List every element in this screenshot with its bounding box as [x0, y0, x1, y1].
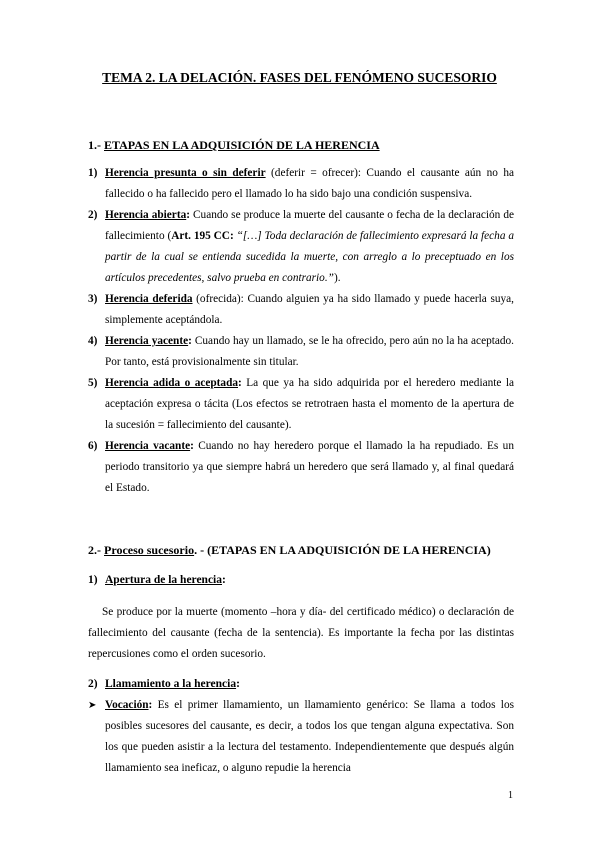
term: Herencia abierta	[105, 209, 187, 221]
vocacion-bullet: ➤ Vocación: Es el primer llamamiento, un llamamiento genérico: Se llama a todos los posibles sucesores del causante, es decir, a todos los que tengan alguna expectativa. Son los que pueden asistir a la lectura del testamento. Independientemente que después algún llamamiento sea ineficaz, o alguno repudie la herencia	[88, 695, 514, 779]
list-item: 1) Herencia presunta o sin deferir (deferir = ofrecer): Cuando el causante aún no ha fallecido o ha fallecido pero el llamado lo ha sido bajo una condición suspensiva.	[88, 167, 515, 200]
term: Vocación	[105, 699, 149, 711]
term: Herencia deferida	[105, 293, 193, 305]
arrow-bullet-icon: ➤	[88, 700, 97, 711]
article-quote: “[…] Toda declaración de fallecimiento expresará la fecha a partir de la cual se entienda sucedida la muerte, con arreglo a lo preceptuado en los artículos precedentes, salvo prueba en contrario.”	[105, 230, 514, 284]
list-item: 6) Herencia vacante: Cuando no hay heredero porque el llamado la ha repudiado. Es un periodo transitorio ya que siempre habrá un heredero que será llamado y, al final quedará el Estado.	[88, 440, 514, 494]
term: Herencia adida o aceptada	[105, 377, 238, 389]
page-title: TEMA 2. LA DELACIÓN. FASES DEL FENÓMENO SUCESORIO	[102, 70, 497, 85]
list-item: 4) Herencia yacente: Cuando hay un llamado, se le ha ofrecido, pero aún no la ha aceptado. Por tanto, está provisionalmente sin titular.	[88, 335, 515, 368]
subsection-llamamiento: 2) Llamamiento a la herencia:	[88, 678, 240, 690]
list-item: 3) Herencia deferida (ofrecida): Cuando alguien ya ha sido llamado y puede hacerla suya, simplemente aceptándola.	[88, 293, 514, 326]
section-1-title: ETAPAS EN LA ADQUISICIÓN DE LA HERENCIA	[104, 138, 380, 152]
section-1-number: 1.-	[88, 138, 104, 152]
apertura-paragraph: Se produce por la muerte (momento –hora y día- del certificado médico) o declaración de fallecimiento del causante (fecha de la sentencia). Es importante la fecha por las distintas repercusiones como el orden sucesorio.	[88, 606, 514, 660]
section-2-heading: 2.- Proceso sucesorio. - (ETAPAS EN LA ADQUISICIÓN DE LA HERENCIA)	[88, 543, 491, 557]
section-1-heading	[88, 138, 380, 153]
section-2-title: Proceso sucesorio	[104, 543, 195, 557]
term: Herencia yacente	[105, 335, 189, 347]
page-number: 1	[508, 790, 513, 801]
subsection-apertura: 1) Apertura de la herencia:	[88, 574, 226, 586]
list-item: 2) Herencia abierta: Cuando se produce la muerte del causante o fecha de la declaración de fallecimiento (Art. 195 CC: “[…] Toda declaración de fallecimiento expresará la fecha a partir de la cual se entienda sucedida la muerte, con arreglo a lo preceptuado en los artículos precedentes, salvo prueba en contrario.”).	[88, 209, 514, 284]
term: Herencia presunta o sin deferir	[105, 167, 266, 179]
term: Herencia vacante	[105, 440, 191, 452]
section-2-number: 2.-	[88, 543, 104, 557]
article-ref: Art. 195 CC:	[171, 230, 237, 242]
stages-list	[88, 163, 514, 499]
list-item: 5) Herencia adida o aceptada: La que ya ha sido adquirida por el heredero mediante la aceptación expresa o tácita (Los efectos se retrotraen hasta el momento de la apertura de la sucesión = fallecimiento del causante).	[88, 377, 514, 431]
